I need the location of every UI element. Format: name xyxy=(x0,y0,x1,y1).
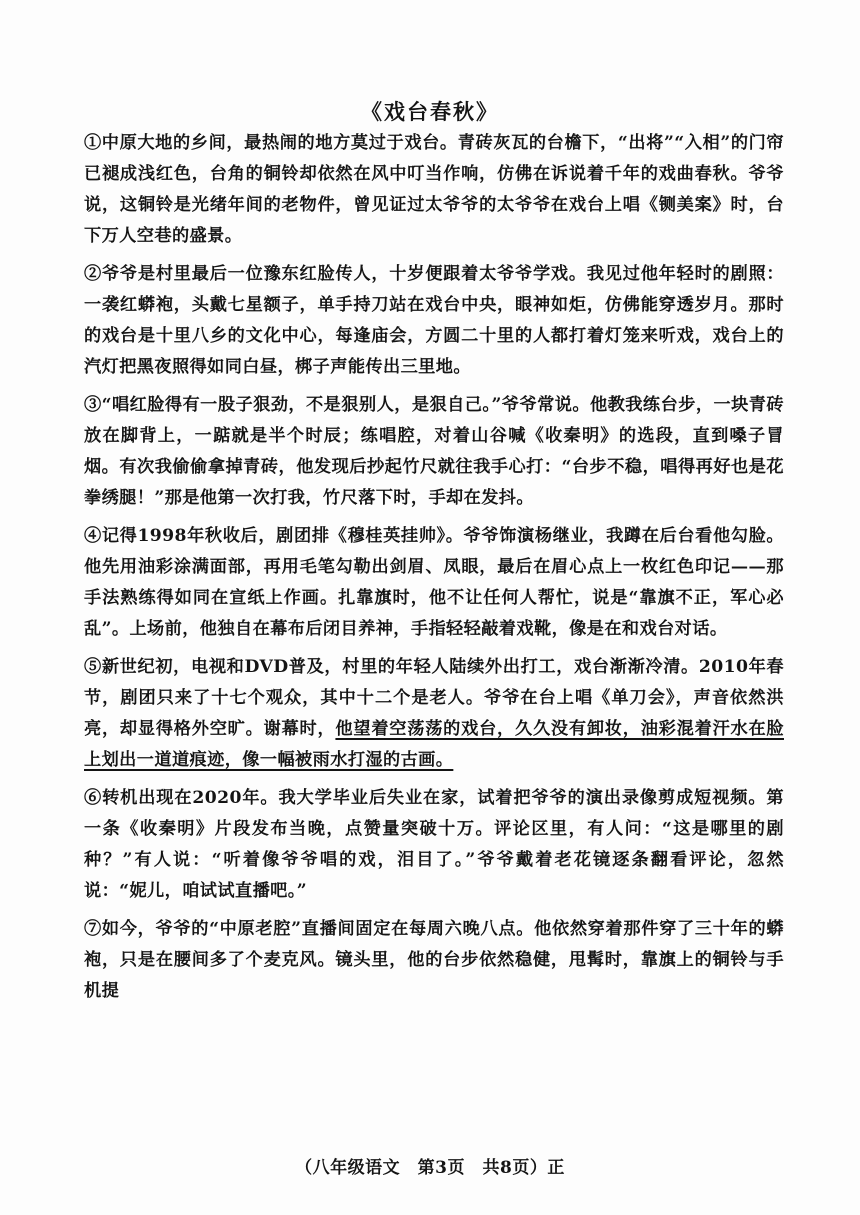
paragraph-5-text: ⑤新世纪初，电视和DVD普及，村里的年轻人陆续外出打工，戏台渐渐冷清。2010年春节，剧团只来了十七个观众，其中十二个是老人。爷爷在台上唱《单刀会》，声音依然洪亮，却显得格外空旷。谢幕时， xyxy=(84,657,784,739)
paragraph-4: ④记得1998年秋收后，剧团排《穆桂英挂帅》。爷爷饰演杨继业，我蹲在后台看他勾脸。他先用油彩涂满面部，再用毛笔勾勒出剑眉、凤眼，最后在眉心点上一枚红色印记——那手法熟练得如同在宣纸上作画。扎靠旗时，他不让任何人帮忙，说是“靠旗不正，军心必乱”。上场前，他独自在幕布后闭目养神，手指轻轻敲着戏靴，像是在和戏台对话。 xyxy=(84,526,784,639)
paragraph-6: ⑥转机出现在2020年。我大学毕业后失业在家，试着把爷爷的演出录像剪成短视频。第一条《收秦明》片段发布当晚，点赞量突破十万。评论区里，有人问：“这是哪里的剧种？”有人说：“听着像爷爷唱的戏，泪目了。”爷爷戴着老花镜逐条翻看评论，忽然说：“妮儿，咱试试直播吧。” xyxy=(84,788,784,901)
page-footer: （八年级语文 第3页 共8页）正 xyxy=(295,1158,565,1178)
paragraph-7: ⑦如今，爷爷的“中原老腔”直播间固定在每周六晚八点。他依然穿着那件穿了三十年的蟒袍，只是在腰间多了个麦克风。镜头里，他的台步依然稳健，甩髯时，靠旗上的铜铃与手机提 xyxy=(84,919,784,1001)
paragraph-1: ①中原大地的乡间，最热闹的地方莫过于戏台。青砖灰瓦的台檐下，“出将”“入相”的门帘已褪成浅红色，台角的铜铃却依然在风中叮当作响，仿佛在诉说着千年的戏曲春秋。爷爷说，这铜铃是光绪年间的老物件，曾见证过太爷爷的太爷爷在戏台上唱《铡美案》时，台下万人空巷的盛景。 xyxy=(84,133,784,246)
paragraph-2: ②爷爷是村里最后一位豫东红脸传人，十岁便跟着太爷爷学戏。我见过他年轻时的剧照：一袭红蟒袍，头戴七星额子，单手持刀站在戏台中央，眼神如炬，仿佛能穿透岁月。那时的戏台是十里八乡的文化中心，每逢庙会，方圆二十里的人都打着灯笼来听戏，戏台上的汽灯把黑夜照得如同白昼，梆子声能传出三里地。 xyxy=(84,264,784,377)
article-body xyxy=(84,128,784,1014)
article-title: 《戏台春秋》 xyxy=(361,99,499,124)
paragraph-5 xyxy=(84,652,784,776)
paragraph-5-underlined-sentence: 他望着空荡荡的戏台，久久没有卸妆，油彩混着汗水在脸上划出一道道痕迹，像一幅被雨水打湿的古画。 xyxy=(84,719,784,770)
paragraph-3: ③“唱红脸得有一股子狠劲，不是狠别人，是狠自己。”爷爷常说。他教我练台步，一块青砖放在脚背上，一踮就是半个时辰；练唱腔，对着山谷喊《收秦明》的选段，直到嗓子冒烟。有次我偷偷拿掉青砖，他发现后抄起竹尺就往我手心打：“台步不稳，唱得再好也是花拳绣腿！”那是他第一次打我，竹尺落下时，手却在发抖。 xyxy=(84,395,784,508)
